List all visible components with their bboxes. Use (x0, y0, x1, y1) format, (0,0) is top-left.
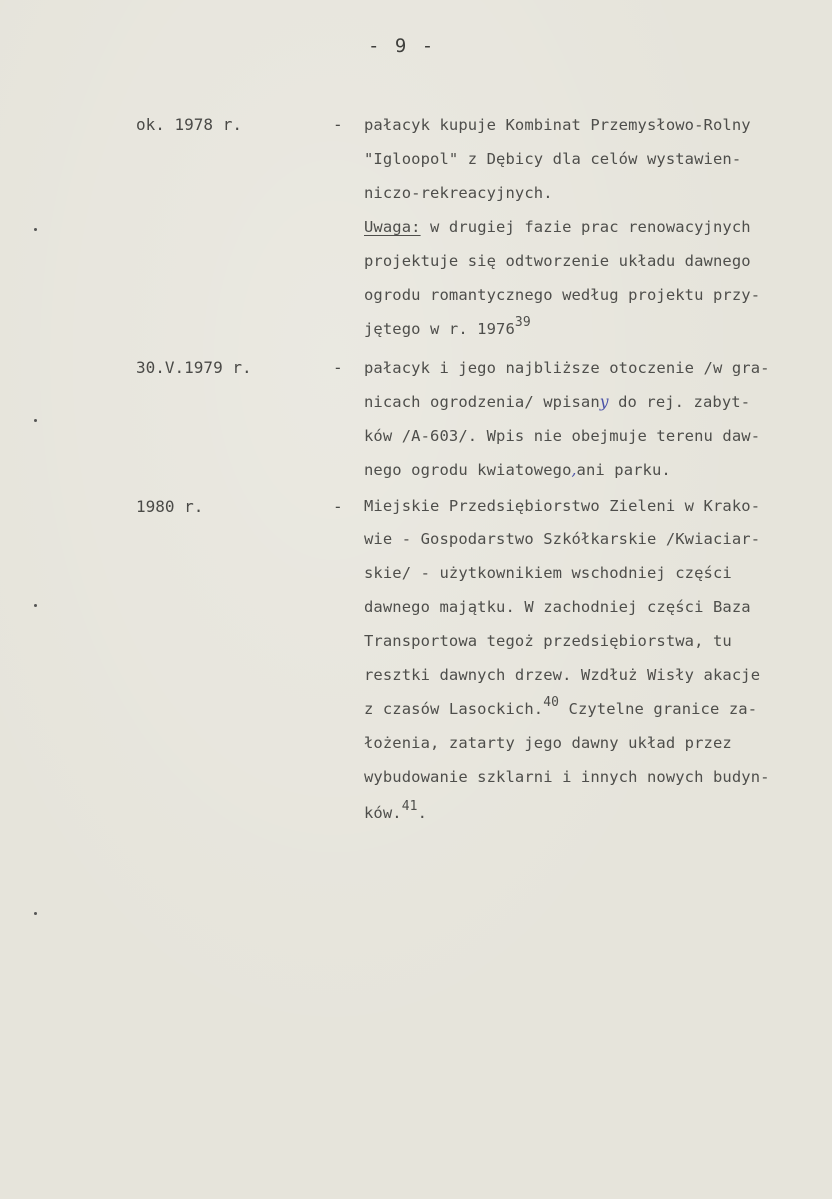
entry-1-line-1: pałacyk kupuje Kombinat Przemysłowo-Rolny (364, 116, 751, 134)
entry-2-line-1: pałacyk i jego najbliższe otoczenie /w gra- (364, 359, 770, 377)
entry-3-line-9: wybudowanie szklarni i innych nowych budyn- (364, 768, 770, 786)
entry-dash: - (333, 115, 343, 134)
entry-1-last-line (364, 315, 531, 338)
line-text: z czasów Lasockich. (364, 700, 544, 718)
entry-2-line-2 (364, 393, 750, 411)
entry-date-1978: ok. 1978 r. (136, 115, 242, 134)
entry-1-line-2: "Igloopol" z Dębicy dla celów wystawien- (364, 150, 742, 168)
entry-dash: - (333, 497, 343, 516)
line-text: nego ogrodu kwiatowego (364, 461, 572, 479)
entry-3-line-4: dawnego majątku. W zachodniej części Baza (364, 598, 751, 616)
last-line-text: jętego w r. 1976 (364, 320, 515, 338)
margin-dot (34, 604, 37, 607)
handwritten-correction: y (599, 393, 609, 411)
entry-3-line-3: skie/ - użytkownikiem wschodniej części (364, 564, 732, 582)
margin-dot (34, 228, 37, 231)
footnote-marker: 40 (543, 695, 560, 710)
entry-2-line-4 (364, 461, 671, 479)
margin-dot (34, 419, 37, 422)
line-text: Czytelne granice za- (559, 700, 758, 718)
line-text: ani parku. (576, 461, 671, 479)
handwritten-correction: , (571, 461, 577, 479)
entry-date-1980: 1980 r. (136, 497, 204, 516)
entry-2-line-3: ków /A-603/. Wpis nie obejmuje terenu daw- (364, 427, 761, 445)
line-text: nicach ogrodzenia/ wpisan (364, 393, 600, 411)
entry-3-line-8: łożenia, zatarty jego dawny układ przez (364, 734, 732, 752)
entry-3-line-2: wie - Gospodarstwo Szkółkarskie /Kwiaciar- (364, 530, 761, 548)
entry-3-line-1: Miejskie Przedsiębiorstwo Zieleni w Krako- (364, 497, 761, 515)
line-text: do rej. zabyt- (608, 393, 751, 411)
entry-3-line-5: Transportowa tegoż przedsiębiorstwa, tu (364, 632, 732, 650)
note-text: w drugiej fazie prac renowacyjnych (430, 218, 751, 236)
note-label: Uwaga: (364, 218, 421, 236)
footnote-marker: 39 (514, 315, 531, 330)
entry-1-note-line-3: ogrodu romantycznego według projektu przy- (364, 286, 761, 304)
entry-1-note-line-2: projektuje się odtworzenie układu dawnego (364, 252, 751, 270)
entry-dash: - (333, 358, 343, 377)
entry-3-last-line (364, 799, 428, 822)
margin-dot (34, 912, 37, 915)
entry-3-line-6: resztki dawnych drzew. Wzdłuż Wisły akacje (364, 666, 761, 684)
footnote-marker: 41 (401, 799, 418, 814)
entry-3-line-7 (364, 695, 758, 718)
entry-1-line-3: niczo-rekreacyjnych. (364, 184, 553, 202)
entry-1-note-line-1 (364, 218, 751, 236)
line-text: ków. (364, 804, 402, 822)
line-text: . (417, 804, 428, 822)
page-number: - 9 - (368, 35, 436, 57)
entry-date-1979: 30.V.1979 r. (136, 358, 252, 377)
